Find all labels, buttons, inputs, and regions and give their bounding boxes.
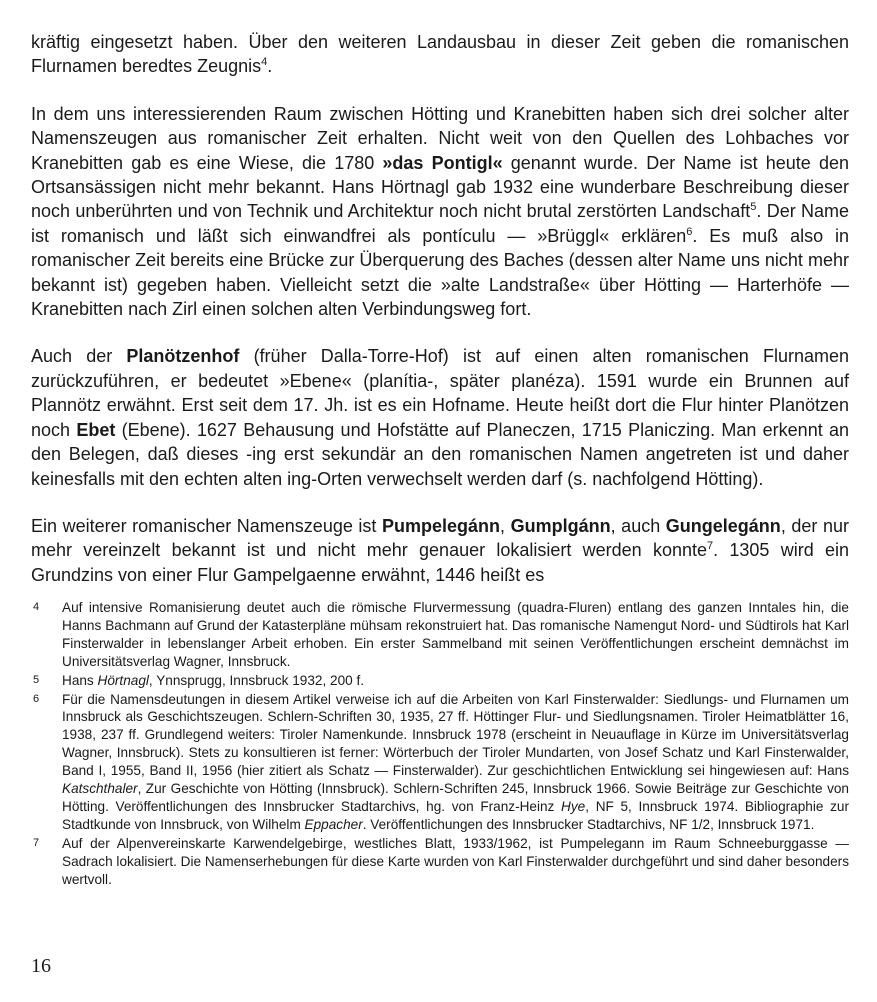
footnote-4 [31, 599, 849, 671]
footnote-number: 4 [33, 601, 40, 613]
text-run: Ein weiterer romanischer Namenszeuge ist [31, 515, 382, 536]
footnote-ref-7[interactable]: 7 [707, 540, 714, 553]
footnote-5 [31, 672, 849, 690]
paragraph-3 [31, 344, 849, 490]
author-name: Eppacher [304, 816, 363, 832]
text-run: , auch [610, 515, 666, 536]
text-run: . Es muß also in romanischer Zeit bereits eine Brücke zur Überquerung des Baches (dessen alter Name uns nicht mehr bekannt ist) gegeben haben. Vielleicht setzt die »alte Landstraße« über Hötting — Harterhöfe — Kranebitten nach Zirl einen solchen alten Verbindungsweg fort. [31, 225, 849, 320]
footnote-7 [31, 835, 849, 889]
footnotes [31, 599, 849, 890]
footnote-text: Auf intensive Romanisierung deutet auch die römische Flurvermessung (quadra-Fluren) entlang des ganzen Inntales hin, die Hanns Bachmann auf Grund der Katasterpläne mühsam rekonstruiert hat. Das romanische Namengut Nord- und Südtirols hat Karl Finsterwalder in lebenslanger Arbeit erhoben. Ein erster Sammelband mit seinen Veröffentlichungen erscheint demnächst im Universitätsverlag Wagner, Innsbruck. [62, 600, 849, 669]
text-run: . 1305 wird ein Grundzins von einer Flur Gampelgaenne erwähnt, 1446 heißt es [31, 540, 849, 585]
place-name-ebet: Ebet [76, 419, 116, 440]
place-name-planoetzenhof: Planötzenhof [126, 346, 240, 367]
main-text [31, 30, 849, 587]
text-run: Für die Namensdeutungen in diesem Artikel verweise ich auf die Arbeiten von Karl Finsterwalder: Siedlungs- und Flurnamen um Innsbruck als Geschichtszeugen. Schlern-Schriften 30, 1935, 27 ff. Höttinger Flur- und Siedlungsnamen. Tiroler Heimatblätter 16, 1938, 237 ff. Grundlegend weiters: Tiroler Namenkunde. Innsbruck 1978 (erscheint in Neuauflage in Kürze im Universitätsverlag Wagner, Innsbruck). Stets zu konsultieren ist ferner: Wörterbuch der Tiroler Mundarten, von Josef Schatz und Karl Finsterwalder, Band I, 1955, Band II, 1956 (hier zitiert als Schatz — Finsterwalder). Zur geschichtlichen Entwicklung sei hingewiesen auf: Hans [62, 691, 849, 779]
text-run: In dem uns interessierenden Raum zwischen Hötting und Kranebitten haben sich drei solcher alter Namenszeugen aus romanischer Zeit erhalten. Nicht weit von den Quellen des Lohbaches vor Kranebitten gab es eine Wiese, die 1780 [31, 103, 849, 173]
footnote-number: 7 [33, 836, 40, 849]
text-run: genannt wurde. Der Name ist heute den Ortsansässigen nicht mehr bekannt. Hans Hörtnagl gab 1932 eine wunderbare Beschreibung dieser noch unberührten und von Technik und Architektur noch nicht brutal zerstörten Landschaft [31, 152, 849, 222]
text-run: . Veröffentlichungen des Innsbrucker Stadtarchivs, NF 1/2, Innsbruck 1971. [362, 816, 815, 832]
footnote-6 [31, 691, 849, 834]
footnote-number: 6 [33, 692, 40, 705]
text-run: , NF 5, Innsbruck 1974. Bibliographie zur Stadtkunde von Innsbruck, von Wilhelm [62, 798, 849, 832]
footnote-ref-4[interactable]: 4 [261, 56, 268, 69]
text-run: . [267, 56, 273, 77]
text-run: , [500, 515, 511, 536]
page-number: 16 [31, 955, 51, 977]
footnote-text [62, 672, 849, 690]
author-name: Katschthaler [62, 781, 138, 797]
text-run: , der nur mehr vereinzelt bekannt ist und nicht mehr genauer lokalisiert werden konnte [31, 515, 849, 561]
text-run: , Zur Geschichte von Hötting (Innsbruck). Schlern-Schriften 245, Innsbruck 1966. Sowie Beiträge zur Geschichte von Hötting. Veröffentlichungen des Innsbrucker Stadtarchivs, hg. von Franz-Heinz [62, 781, 849, 814]
place-name-gungelegann: Gungelegánn [665, 515, 781, 536]
text-run: Auch der [31, 346, 127, 367]
place-name-pumpelegann: Pumpelegánn [382, 515, 501, 536]
footnote-ref-5[interactable]: 5 [750, 201, 757, 214]
text-run: . Der Name ist romanisch und läßt sich einwandfrei als pontículu — »Brüggl« erklären [31, 201, 849, 246]
paragraph-2 [31, 102, 849, 322]
text-run: kräftig eingesetzt haben. Über den weiteren Landausbau in dieser Zeit geben die romanischen Flurnamen beredtes Zeugnis [31, 32, 849, 77]
paragraph-4 [31, 514, 849, 587]
text-run: Hans [62, 672, 98, 688]
author-name: Hye [561, 798, 586, 814]
text-run: , Ynnsprugg, Innsbruck 1932, 200 f. [148, 672, 365, 688]
place-name-pontigl: »das Pontigl« [382, 152, 503, 173]
text-run: (Ebene). 1627 Behausung und Hofstätte auf Planeczen, 1715 Planiczing. Man erkennt an den Belegen, daß dieses -ing erst sekundär an den romanischen Namen angetreten ist und daher keinesfalls mit den echten alten ing-Orten verwechselt werden darf (s. nachfolgend Hötting). [31, 419, 849, 489]
place-name-gumplgann: Gumplgánn [510, 515, 611, 536]
footnote-text: Auf der Alpenvereinskarte Karwendelgebirge, westliches Blatt, 1933/1962, ist Pumpelegann im Raum Schneeburggasse — Sadrach lokalisiert. Die Namenserhebungen für diese Karte wurden von Karl Finsterwalder durchgeführt und sind daher besonders wertvoll. [62, 835, 849, 887]
footnote-ref-6[interactable]: 6 [686, 225, 693, 238]
footnote-text [62, 691, 849, 834]
text-run: (früher Dalla-Torre-Hof) ist auf einen alten romanischen Flurnamen zurückzuführen, er bedeutet »Ebene« (planítia-, später planéza). 1591 wurde ein Brunnen auf Plannötz erwähnt. Erst seit dem 17. Jh. ist es ein Hofname. Heute heißt dort die Flur hinter Planötzen noch [31, 346, 849, 440]
author-name: Hörtnagl [97, 672, 149, 688]
footnote-number: 5 [33, 673, 40, 686]
paragraph-1 [31, 30, 849, 79]
